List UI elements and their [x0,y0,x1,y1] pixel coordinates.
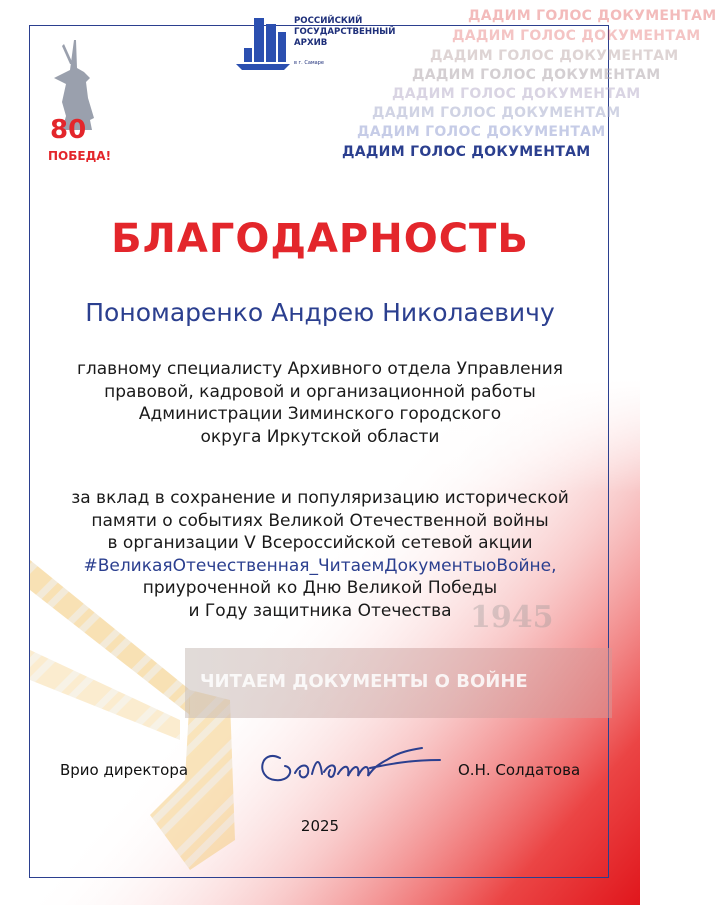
watermark-line: ДАДИМ ГОЛОС ДОКУМЕНТАМ [430,48,679,64]
reason-line: за вклад в сохранение и популяризацию исторической [71,488,569,508]
position-line: правовой, кадровой и организационной работы [104,381,536,402]
reason-line: и Году защитника Отечества [188,600,452,621]
logo-text: ПОБЕДА! [48,149,112,163]
signer-role: Врио директора [60,761,189,779]
slogan: ДАДИМ ГОЛОС ДОКУМЕНТАМ [342,144,591,160]
archive-line: АРХИВ [294,38,328,48]
certificate-title: БЛАГОДАРНОСТЬ [111,216,529,262]
reason-line: в организации V Всероссийской сетевой акции [107,533,533,553]
campaign-hashtag: #ВеликаяОтечественная_ЧитаемДокументыоВойне, [83,555,557,576]
position-line: округа Иркутской области [200,426,440,447]
campaign-band-text: ЧИТАЕМ ДОКУМЕНТЫ О ВОЙНЕ [200,671,528,692]
faded-year: 1945 [470,600,554,635]
recipient-position [0,358,640,448]
signer-name: О.Н. Солдатова [458,761,581,779]
position-line: главному специалисту Архивного отдела Управления [76,359,564,379]
watermark-line: ДАДИМ ГОЛОС ДОКУМЕНТАМ [372,105,621,121]
archive-city: в г. Самаре [294,60,324,66]
watermark-line: ДАДИМ ГОЛОС ДОКУМЕНТАМ [412,67,661,83]
reason-line: приуроченной ко Дню Великой Победы [142,578,498,598]
watermark-line: ДАДИМ ГОЛОС ДОКУМЕНТАМ [392,86,641,102]
watermark-line: ДАДИМ ГОЛОС ДОКУМЕНТАМ [468,8,717,24]
handwritten-signature [250,738,450,788]
watermark-line: ДАДИМ ГОЛОС ДОКУМЕНТАМ [357,124,606,140]
reason-line: памяти о событиях Великой Отечественной войны [91,510,549,531]
logo-number: 80 [50,115,87,145]
archive-name [294,16,395,49]
victory-80-logo [40,38,120,168]
watermark-line: ДАДИМ ГОЛОС ДОКУМЕНТАМ [452,28,701,44]
position-line: Администрации Зиминского городского [138,404,502,424]
recipient-name: Пономаренко Андрею Николаевичу [85,298,555,327]
archive-line: РОССИЙСКИЙ [294,16,363,26]
thanks-reason [0,487,640,622]
certificate-year: 2025 [300,817,340,835]
archive-line: ГОСУДАРСТВЕННЫЙ [294,27,396,37]
